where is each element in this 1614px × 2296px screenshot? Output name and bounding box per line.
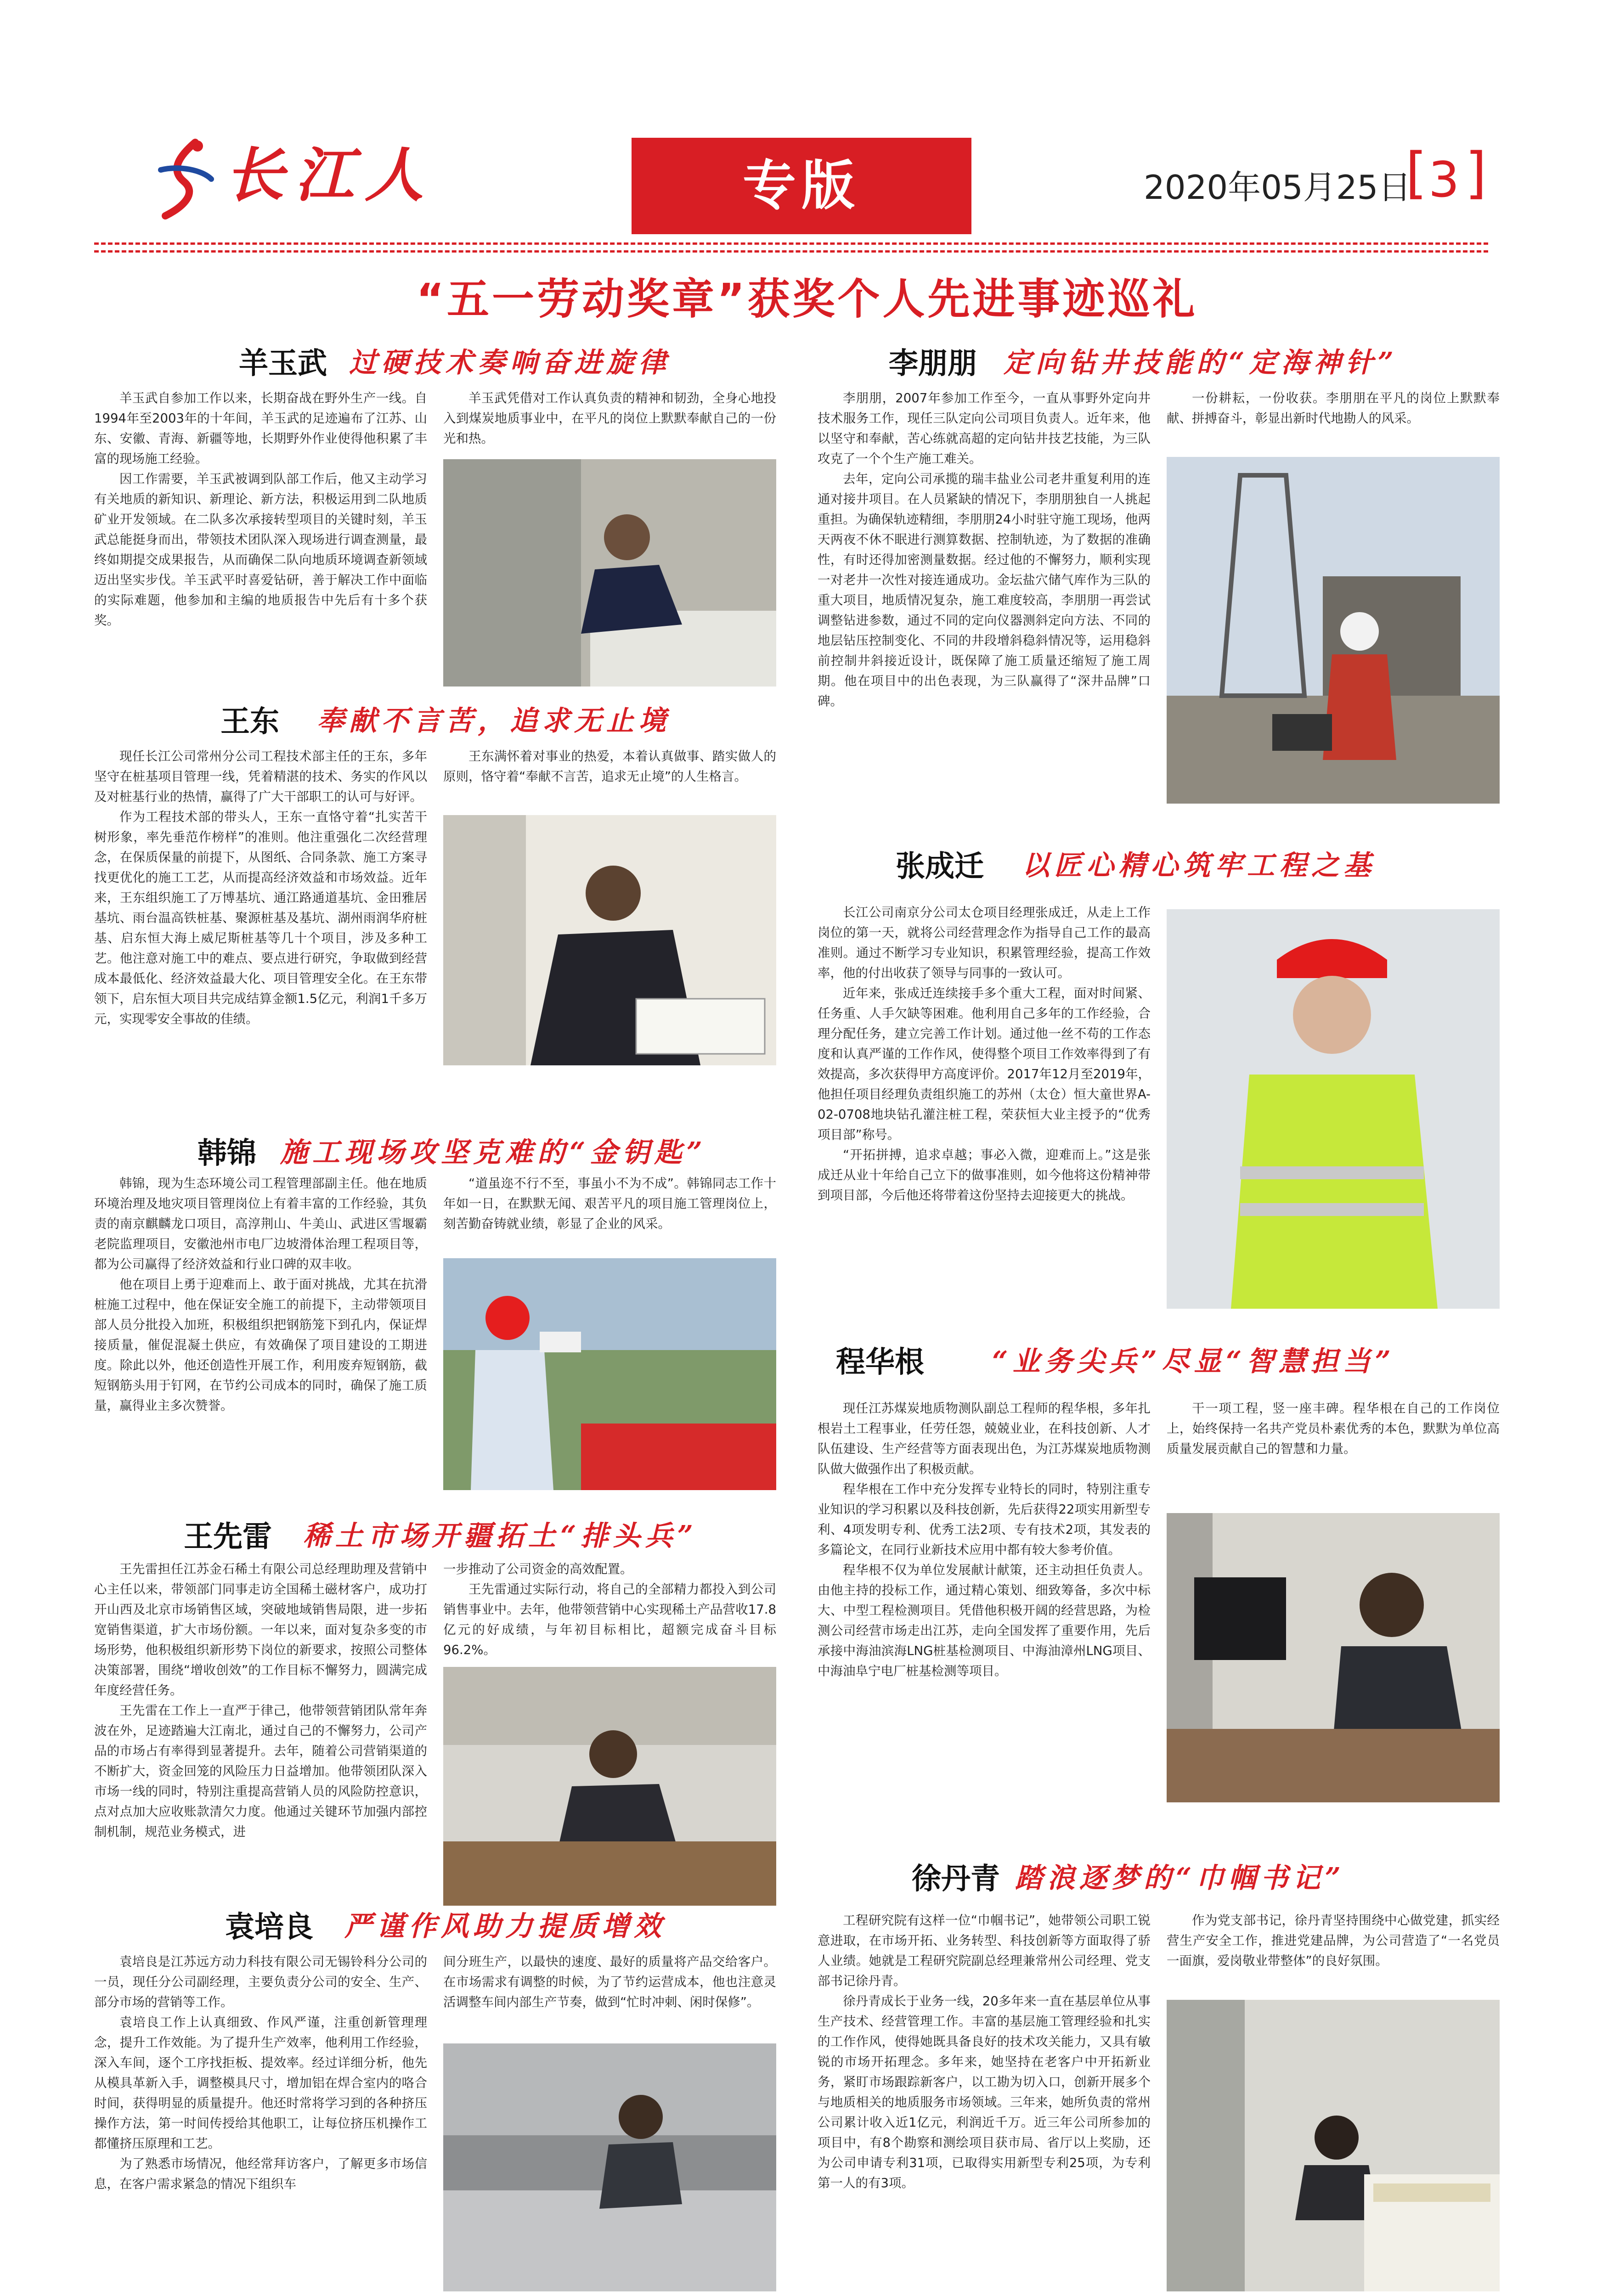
profile-name: 王先雷 — [184, 1519, 272, 1554]
masthead-divider-2 — [94, 250, 1488, 253]
profile-name: 王东 — [220, 704, 279, 739]
paragraph: 王先雷通过实际行动，将自己的全部精力都投入到公司销售事业中。去年，他带领营销中心实现稀土产品营收17.8亿元的好成绩，与年初目标相比，超额完成奋斗目标96.2%。 — [443, 1582, 776, 1657]
profile-text-col1 — [818, 902, 1151, 1205]
profile-name: 韩锦 — [198, 1136, 256, 1171]
profile-text-col1 — [94, 1952, 427, 2194]
profile-name: 程华根 — [836, 1345, 924, 1379]
profile-name: 张成迁 — [896, 849, 984, 884]
profile-photo — [1167, 457, 1500, 804]
paragraph: 韩锦，现为生态环境公司工程管理部副主任。他在地质环境治理及地灾项目管理岗位上有着丰富的工作经验，其负责的南京麒麟龙口项目，高淳荆山、牛美山、武进区雪堰霸老院监理项目，安徽池州市电厂边坡滑体治理工程项目等，都为公司赢得了经济效益和行业口碑的双丰收。 — [94, 1176, 427, 1272]
profile-slogan: 过硬技术奏响奋进旋律 — [349, 347, 671, 379]
profile-text-col1 — [94, 388, 427, 630]
paragraph: “开拓拼搏，追求卓越；事必入微，迎难而上。”这是张成迁从业十年给自己立下的做事准则，如今他将这份精神带到项目部，今后他还将带着这份坚持去迎接更大的挑战。 — [818, 1148, 1151, 1203]
paragraph: 一份耕耘，一份收获。李朋朋在平凡的岗位上默默奉献、拼搏奋斗，彰显出新时代地勘人的风采。 — [1167, 391, 1500, 426]
newspaper-logo-icon — [152, 138, 220, 220]
paragraph: 近年来，张成迁连续接手多个重大工程，面对时间紧、任务重、人手欠缺等困难。他利用自己多年的工作经验，合理分配任务，建立完善工作计划。通过他一丝不苟的工作态度和认真严谨的工作作风，使得整个项目工作效率得到了有效提高，多次获得甲方高度评价。2017年12月至2019年，他担任项目经理负责组织施工的苏州（太仓）恒大童世界A-02-0708地块钻孔灌注桩工程，荣获恒大业主授予的“优秀项目部”称号。 — [818, 986, 1151, 1142]
paragraph: 现任江苏煤炭地质物测队副总工程师的程华根，多年扎根岩土工程事业，任劳任怨，兢兢业业，在科技创新、人才队伍建设、生产经营等方面表现出色，为江苏煤炭地质物测队做大做强作出了积极贡献。 — [818, 1401, 1151, 1476]
profile-text-col2 — [1167, 1398, 1500, 1459]
profile-text-col2 — [443, 1173, 776, 1234]
issue-date: 2020年05月25日 — [1144, 168, 1411, 207]
profile-text-col2 — [1167, 1910, 1500, 1971]
profile-name: 袁培良 — [225, 1910, 313, 1944]
page-bracket-right: ] — [1465, 141, 1487, 205]
paragraph: 王先雷担任江苏金石稀土有限公司总经理助理及营销中心主任以来，带领部门同事走访全国稀土磁材客户，成功打开山西及北京市场销售区域，突破地域销售局限，进一步拓宽销售渠道，扩大市场份额。一年以来，面对复杂多变的市场形势，他积极组织新形势下岗位的新要求，按照公司整体决策部署，围绕“增收创效”的工作目标不懈努力，圆满完成年度经营任务。 — [94, 1562, 427, 1698]
profile-text-col2 — [443, 1952, 776, 2012]
profile-text-col2 — [443, 746, 776, 787]
paragraph: 羊玉武自参加工作以来，长期奋战在野外生产一线。自1994年至2003年的十年间，羊玉武的足迹遍布了江苏、山东、安徽、青海、新疆等地，长期野外作业使得他积累了丰富的现场施工经验。 — [94, 391, 427, 466]
paragraph: 现任长江公司常州分公司工程技术部主任的王东，多年坚守在桩基项目管理一线，凭着精湛的技术、务实的作风以及对桩基行业的热情，赢得了广大干部职工的认可与好评。 — [94, 749, 427, 804]
profile-photo — [443, 459, 776, 687]
paragraph: 羊玉武凭借对工作认真负责的精神和韧劲，全身心地投入到煤炭地质事业中，在平凡的岗位上默默奉献自己的一份光和热。 — [443, 391, 776, 446]
paragraph: “道虽迩不行不至，事虽小不为不成”。韩锦同志工作十年如一日，在默默无闻、艰苦平凡的项目施工管理岗位上，刻苦勤奋铸就业绩，彰显了企业的风采。 — [443, 1176, 776, 1231]
profile-photo — [1167, 1513, 1500, 1802]
profile-name: 李朋朋 — [889, 346, 977, 381]
section-banner: 专版 — [632, 138, 971, 234]
paragraph: 袁培良工作上认真细致、作风严谨，注重创新管理理念，提升工作效能。为了提升生产效率，他利用工作经验，深入车间，逐个工序找拒板、提效率。经过详细分析，他先从模具革新入手，调整模具尺寸，增加铝在焊合室内的咯合时间，获得明显的质量提升。他还时常将学习到的各种挤压操作方法，第一时间传授给其他职工，让每位挤压机操作工都懂挤压原理和工艺。 — [94, 2015, 427, 2151]
profile-text-col2 — [1167, 388, 1500, 428]
profile-slogan: 踏浪逐梦的“巾帼书记” — [1015, 1862, 1346, 1894]
paragraph: 为了熟悉市场情况，他经常拜访客户，了解更多市场信息，在客户需求紧急的情况下组织车 — [94, 2156, 427, 2191]
profile-text-col1 — [94, 746, 427, 1029]
profile-slogan: 稀土市场开疆拓土“排头兵” — [303, 1520, 698, 1552]
profile-photo — [1167, 909, 1500, 1309]
profile-photo — [443, 2043, 776, 2291]
profile-slogan: 定向钻井技能的“定海神针” — [1004, 347, 1399, 379]
paragraph: 去年，定向公司承揽的瑞丰盐业公司老井重复利用的连通对接井项目。在人员紧缺的情况下，李朋朋独自一人挑起重担。为确保轨迹精细，李朋朋24小时驻守施工现场，他两天两夜不休不眠进行测算数据、控制轨迹，为了数据的准确性，有时还得加密测量数据。经过他的不懈努力，顺利实现一对老井一次性对接连通成功。金坛盐穴储气库作为三队的重大项目，地质情况复杂，施工难度较高，李朋朋一再尝试调整钻进参数，通过不同的定向仪器测斜定向方法、不同的地层钻压控制变化、不同的井段增斜稳斜情况等，运用稳斜前控制井斜接近设计，既保障了施工质量还缩短了施工周期。他在项目中的出色表现，为三队赢得了“深井品牌”口碑。 — [818, 472, 1151, 709]
profile-slogan: 以匠心精心筑牢工程之基 — [1022, 850, 1376, 882]
page-number: 3 — [1428, 152, 1460, 208]
profile-photo — [1167, 2000, 1500, 2291]
profile-name: 羊玉武 — [239, 346, 327, 381]
page-title: “五一劳动奖章”获奖个人先进事迹巡礼 — [416, 275, 1198, 324]
paragraph: 工程研究院有这样一位“巾帼书记”，她带领公司职工锐意进取，在市场开拓、业务转型、科技创新等方面取得了骄人业绩。她就是工程研究院副总经理兼常州公司经理、党支部书记徐丹青。 — [818, 1913, 1151, 1988]
profile-name: 徐丹青 — [912, 1862, 1000, 1896]
profile-text-col2 — [443, 388, 776, 449]
paragraph: 作为工程技术部的带头人，王东一直恪守着“扎实苦干树形象，率先垂范作榜样”的准则。他注重强化二次经营理念，在保质保量的前提下，从图纸、合同条款、施工方案寻找更优化的施工工艺，从而提高经济效益和市场效益。近年来，王东组织施工了万博基坑、通江路通道基坑、金田雅居基坑、雨台温高铁桩基、聚源桩基及基坑、湖州雨润华府桩基、启东恒大海上威尼斯桩基等几十个项目，涉及多种工艺。他注意对施工中的难点、要点进行研究，争取做到经营成本最低化、经济效益最大化、项目管理安全化。在王东带领下，启东恒大项目共完成结算金额1.5亿元，利润1千多万元，实现零安全事故的佳绩。 — [94, 810, 427, 1026]
profile-text-col1 — [94, 1559, 427, 1842]
profile-text-col1 — [818, 1398, 1151, 1681]
page-bracket-left: [ — [1405, 141, 1427, 205]
paragraph: 袁培良是江苏远方动力科技有限公司无锡铃科分公司的一员，现任分公司副经理，主要负责分公司的安全、生产、部分市场的营销等工作。 — [94, 1954, 427, 2009]
masthead-divider — [94, 242, 1488, 245]
paragraph: 程华根不仅为单位发展献计献策，还主动担任负责人。由他主持的投标工作，通过精心策划、细致筹备，多次中标大、中型工程检测项目。凭借他积极开阔的经营思路，为检测公司经营市场走出江苏，走向全国发挥了重要作用，先后承接中海油滨海LNG桩基检测项目、中海油漳州LNG项目、中海油阜宁电厂桩基检测等项目。 — [818, 1563, 1151, 1678]
paragraph: 间分班生产，以最快的速度、最好的质量将产品交给客户。在市场需求有调整的时候，为了节约运营成本，他也注意灵活调整车间内部生产节奏，做到“忙时冲刺、闲时保修”。 — [443, 1954, 776, 2009]
profile-slogan: 奉献不言苦，追求无止境 — [317, 705, 671, 737]
paragraph: 徐丹青成长于业务一线，20多年来一直在基层单位从事生产技术、经营管理工作。丰富的基层施工管理经验和扎实的工作作风，使得她既具备良好的技术攻关能力，又具有敏锐的市场开拓理念。多年来，她坚持在老客户中开拓新业务，紧盯市场跟踪新客户，以工勘为切入口，创新开展多个与地质相关的地质服务市场领域。三年来，她所负责的常州公司累计收入近1亿元，利润近千万。近三年公司所参加的项目中，有8个勘察和测绘项目获市局、省厅以上奖励，还为公司申请专利31项，已取得实用新型专利25项，为专利第一人的有3项。 — [818, 1994, 1151, 2190]
profile-slogan: “业务尖兵”尽显“智慧担当” — [992, 1345, 1396, 1378]
profile-photo — [443, 1258, 776, 1490]
paragraph: 长江公司南京分公司太仓项目经理张成迁，从走上工作岗位的第一天，就将公司经营理念作为指导自己工作的最高准则。通过不断学习专业知识，积累管理经验，提高工作效率，他的付出收获了领导与同事的一致认可。 — [818, 905, 1151, 980]
profile-text-col1 — [94, 1173, 427, 1416]
paragraph: 李朋朋，2007年参加工作至今，一直从事野外定向井技术服务工作，现任三队定向公司项目负责人。近年来，他以坚守和奉献，苦心练就高超的定向钻井技艺技能，为三队攻克了一个个生产施工难关。 — [818, 391, 1151, 466]
profile-text-col1 — [818, 1910, 1151, 2193]
paragraph: 王先雷在工作上一直严于律己，他带领营销团队常年奔波在外，足迹踏遍大江南北，通过自己的不懈努力，公司产品的市场占有率得到显著提升。去年，随着公司营销渠道的不断扩大，资金回笼的风险压力日益增加。他带领团队深入市场一线的同时，特别注重提高营销人员的风险防控意识，点对点加大应收账款清欠力度。他通过关键环节加强内部控制机制，规范业务模式，进 — [94, 1703, 427, 1839]
paragraph: 程华根在工作中充分发挥专业特长的同时，特别注重专业知识的学习积累以及科技创新，先后获得22项实用新型专利、4项发明专利、优秀工法2项、专有技术2项，其发表的多篇论文，在同行业新技术应用中都有较大参考价值。 — [818, 1482, 1151, 1557]
profile-slogan: 施工现场攻坚克难的“金钥匙” — [280, 1137, 707, 1169]
paragraph: 作为党支部书记，徐丹青坚持围绕中心做党建，抓实经营生产安全工作，推进党建品牌，为公司营造了“一名党员一面旗，爱岗敬业带整体”的良好氛围。 — [1167, 1913, 1500, 1968]
paragraph: 干一项工程，竖一座丰碑。程华根在自己的工作岗位上，始终保持一名共产党员朴素优秀的本色，默默为单位高质量发展贡献自己的智慧和力量。 — [1167, 1401, 1500, 1456]
profile-slogan: 严谨作风助力提质增效 — [344, 1910, 666, 1942]
profile-photo — [443, 1667, 776, 1906]
profile-text-col1 — [818, 388, 1151, 711]
paragraph: 王东满怀着对事业的热爱，本着认真做事、踏实做人的原则，恪守着“奉献不言苦，追求无止境”的人生格言。 — [443, 749, 776, 784]
profile-text-col2 — [443, 1559, 776, 1660]
paragraph: 一步推动了公司资金的高效配置。 — [443, 1562, 633, 1576]
profile-photo — [443, 815, 776, 1065]
paragraph: 他在项目上勇于迎难而上、敢于面对挑战，尤其在抗滑桩施工过程中，他在保证安全施工的前提下，主动带领项目部人员分批投入加班，积极组织把钢筋笼下到孔内，保证焊接质量，催促混凝土供应，有效确保了项目建设的工期进度。除此以外，他还创造性开展工作，利用废弃短钢筋，截短钢筋头用于钉网，在节约公司成本的同时，确保了施工质量，赢得业主多次赞誉。 — [94, 1277, 427, 1413]
paragraph: 因工作需要，羊玉武被调到队部工作后，他又主动学习有关地质的新知识、新理论、新方法，积极运用到二队地质矿业开发领域。在二队多次承接转型项目的关键时刻，羊玉武总能挺身而出，带领技术团队深入现场进行调查测量，最终如期提交成果报告，从而确保二队向地质环境调查新领域迈出坚实步伐。羊玉武平时喜爱钻研，善于解决工作中面临的实际难题，他参加和主编的地质报告中先后有十多个获奖。 — [94, 472, 427, 628]
newspaper-logo-text: 长江人 — [225, 141, 435, 210]
